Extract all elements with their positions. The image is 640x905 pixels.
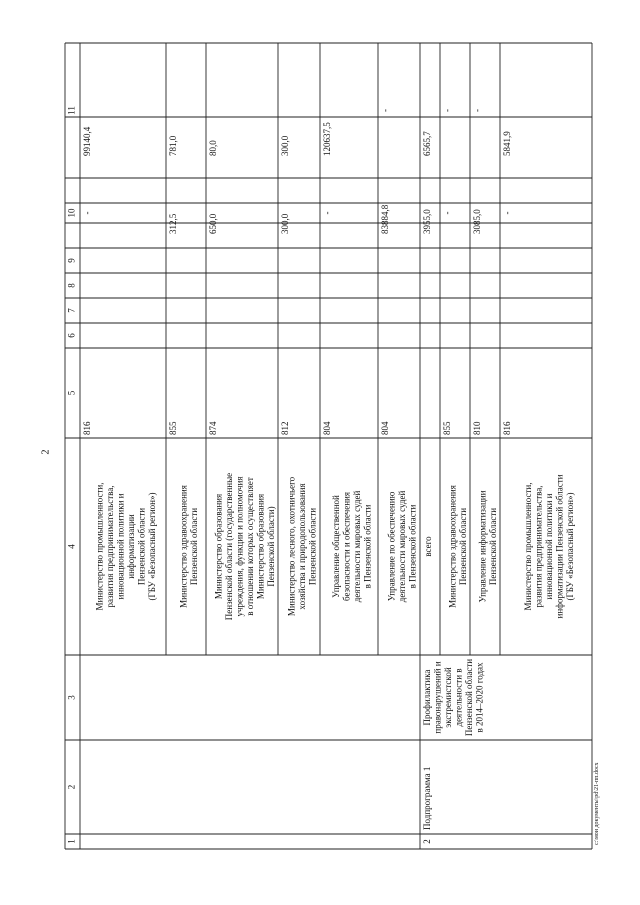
cell-executor-line: Управление по обеспечению — [386, 491, 397, 602]
cell-executor-line: в Пензенской области — [407, 504, 418, 589]
cell-code: 816 — [82, 421, 93, 435]
cell-amount-col10: 3085,0 — [472, 209, 483, 234]
cell-executor-line: Управление информатизации — [477, 490, 488, 603]
column-header: 11 — [66, 106, 77, 115]
cell-subprogram-title-line: в 2014–2020 годах — [474, 662, 485, 733]
cell-executor-line: Пензенской области — [488, 507, 499, 586]
cell-amount-col10: - — [82, 211, 93, 215]
cell-executor-line: развития предпринимательства, — [105, 485, 116, 608]
cell-executor-line: безопасности и обеспечения — [341, 491, 352, 602]
cell-amount-col10: 300,0 — [280, 213, 291, 234]
column-header: 7 — [66, 308, 77, 313]
column-header: 9 — [66, 258, 77, 263]
cell-amount-col11: 6565,7 — [422, 131, 433, 156]
cell-executor-line: Пензенской области (государственные — [224, 472, 235, 621]
page-number: 2 — [40, 449, 52, 455]
cell-subprogram-name: Подпрограмма 1 — [422, 766, 433, 830]
cell-amount-col11: 781,0 — [168, 135, 179, 156]
cell-executor-line: инновационной политики и — [115, 493, 126, 600]
cell-amount-col11: 5841,9 — [502, 131, 513, 156]
cell-executor-line: Пензенской области — [307, 507, 318, 586]
cell-executor-line: Министерство здравоохранения — [178, 485, 189, 608]
column-header: 5 — [66, 390, 77, 396]
cell-code: 812 — [280, 421, 291, 435]
cell-executor-line: учреждения, функции и полномочия — [234, 476, 245, 617]
cell-subprogram-title-line: Пензенской области — [464, 658, 475, 737]
column-header: 4 — [66, 544, 77, 549]
cell-subprogram-title-line: Профилактика — [422, 669, 433, 726]
column-header: 6 — [66, 333, 77, 338]
cell-executor-line: в Пензенской области — [362, 504, 373, 589]
cell-amount-col10: - — [502, 211, 513, 215]
cell-code: 874 — [208, 421, 219, 435]
cell-executor-line: Министерство образования — [255, 493, 266, 600]
cell-executor-line: Министерство лесного, охотничьего — [286, 476, 297, 617]
cell-row-number: 2 — [422, 839, 433, 844]
column-header: 8 — [66, 283, 77, 288]
cell-subprogram-title-line: экстремистской — [443, 667, 454, 728]
data-table — [65, 43, 592, 849]
cell-subprogram-title-line: деятельности в — [453, 668, 464, 727]
cell-amount-col10: 83884,8 — [380, 204, 391, 234]
cell-executor-line: деятельности мировых судей — [396, 490, 407, 603]
footer-file-path: c:\мои документы\pd\21-пп.docx — [594, 762, 600, 845]
cell-executor-line: Пензенской области — [136, 507, 147, 586]
cell-code: 810 — [472, 421, 483, 435]
cell-subprogram-title-line: правонарушений и — [432, 661, 443, 734]
cell-executor-line: Пензенской области — [189, 507, 200, 586]
cell-code: 804 — [380, 421, 391, 435]
cell-code: 855 — [168, 421, 179, 435]
cell-executor-line: всего — [423, 536, 434, 557]
cell-executor-line: в отношении которых осуществляет — [245, 477, 256, 616]
cell-executor-line: (ГБУ «Безопасный регион») — [564, 492, 575, 601]
cell-executor-line: Министерство промышленности, — [522, 482, 533, 611]
cell-amount-col11: - — [442, 109, 453, 112]
column-header: 10 — [66, 208, 77, 218]
cell-executor-line: Министерство промышленности, — [94, 482, 105, 611]
cell-executor-line: хозяйства и природопользования — [296, 483, 307, 610]
cell-executor-line: Пензенской области) — [266, 506, 277, 587]
cell-amount-col10: 650,0 — [208, 213, 219, 234]
cell-amount-col10: 3955,0 — [422, 209, 433, 234]
cell-executor-line: (ГБУ «Безопасный регион») — [147, 492, 158, 601]
cell-executor-line: Управление общественной — [331, 495, 342, 598]
cell-amount-col11: - — [472, 109, 483, 112]
cell-executor-line: информатизации Пензенской области — [554, 474, 565, 619]
cell-amount-col11: 99140,4 — [82, 126, 93, 156]
cell-executor-line: Министерство здравоохранения — [447, 485, 458, 608]
cell-amount-col10: - — [322, 211, 333, 215]
column-header: 1 — [66, 839, 77, 844]
cell-executor-line: инновационной политики и — [543, 493, 554, 600]
cell-executor-line: деятельности мировых судей — [352, 490, 363, 603]
cell-executor-line: развития предпринимательства, — [533, 485, 544, 608]
cell-amount-col10: - — [442, 211, 453, 215]
cell-amount-col11: 120637,5 — [322, 122, 333, 156]
cell-code: 804 — [322, 421, 333, 435]
column-header: 2 — [66, 784, 77, 790]
cell-amount-col11: - — [380, 109, 391, 112]
cell-executor-line: Пензенской области — [458, 507, 469, 586]
cell-executor-line: информатизации — [126, 514, 137, 579]
cell-amount-col11: 80,0 — [208, 140, 219, 156]
column-header: 3 — [66, 695, 77, 700]
cell-amount-col10: 312,5 — [168, 213, 179, 234]
cell-amount-col11: 300,0 — [280, 135, 291, 156]
cell-executor-line: Министерство образования — [213, 493, 224, 600]
cell-code: 855 — [442, 421, 453, 435]
cell-code: 816 — [502, 421, 513, 435]
